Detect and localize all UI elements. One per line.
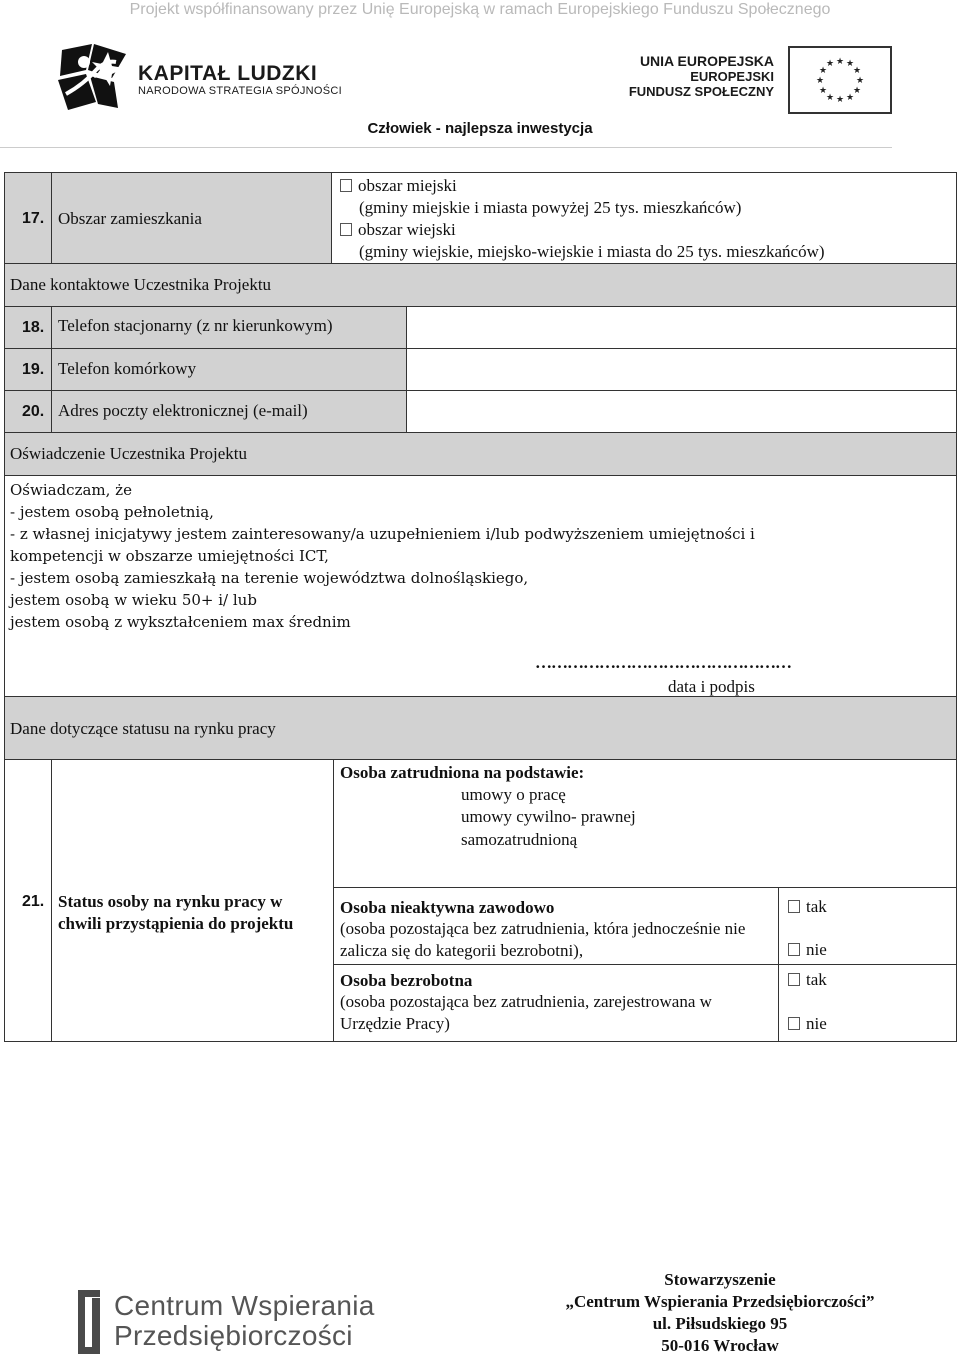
inactive-title: Osoba nieaktywna zawodowo	[340, 898, 555, 917]
eu-line2: EUROPEJSKI	[690, 69, 774, 84]
checkbox-icon[interactable]	[788, 943, 800, 956]
declaration-line: - jestem osobą pełnoletnią,	[10, 503, 214, 521]
declaration-section-title: Oświadczenie Uczestnika Projektu	[10, 444, 247, 463]
footer-org: Stowarzyszenie	[664, 1270, 776, 1289]
declaration-line: - z własnej inicjatywy jestem zainteresowany/a uzupełnieniem i/lub podwyższeniem umiejętności i	[10, 525, 755, 543]
declaration-line: kompetencji w obszarze umiejętności ICT,	[10, 547, 329, 565]
svg-text:★: ★	[845, 59, 855, 69]
q17-option-rural-note: (gminy wiejskie, miejsko-wiejskie i miasta do 25 tys. mieszkańców)	[359, 242, 825, 261]
footer-street: ul. Piłsudskiego 95	[652, 1314, 788, 1333]
eu-flag-icon	[788, 46, 892, 114]
svg-text:★: ★	[852, 66, 862, 76]
declaration-line: Oświadczam, że	[10, 481, 132, 499]
svg-text:★: ★	[825, 93, 835, 103]
cwp-logo-line1: Centrum Wspierania	[114, 1290, 375, 1321]
labor-section-title: Dane dotyczące statusu na rynku pracy	[10, 719, 276, 738]
q19-label: Telefon komórkowy	[58, 359, 197, 378]
kapital-ludzki-logo	[56, 40, 356, 110]
cwp-logo	[78, 1290, 418, 1355]
employed-option[interactable]: umowy cywilno- prawnej	[461, 807, 636, 826]
q21-number: 21.	[22, 893, 45, 910]
eu-line3: FUNDUSZ SPOŁECZNY	[628, 84, 774, 99]
inactive-no[interactable]: nie	[788, 939, 827, 961]
signature-label: data i podpis	[668, 677, 755, 696]
cwp-logo-line2: Przedsiębiorczości	[114, 1320, 353, 1351]
q21-label: Status osoby na rynku pracy w chwili przystąpienia do projektu	[58, 892, 294, 933]
svg-text:★: ★	[835, 57, 845, 67]
kapital-ludzki-title: KAPITAŁ LUDZKI	[138, 62, 318, 85]
unemployed-yes[interactable]: tak	[788, 969, 827, 991]
svg-text:★: ★	[815, 76, 825, 86]
q19-number: 19.	[22, 361, 45, 378]
signature-dots: …………………………………………	[535, 653, 791, 672]
svg-text:★: ★	[852, 86, 862, 96]
q18-number: 18.	[22, 319, 45, 336]
footer-org-name: „Centrum Wspierania Przedsiębiorczości”	[565, 1292, 875, 1311]
checkbox-icon[interactable]	[788, 973, 800, 986]
q17-number: 17.	[22, 210, 45, 227]
kapital-ludzki-subtitle: NARODOWA STRATEGIA SPÓJNOŚCI	[138, 85, 342, 97]
checkbox-icon[interactable]	[788, 900, 800, 913]
svg-text:★: ★	[845, 93, 855, 103]
employed-option[interactable]: samozatrudnioną	[461, 830, 578, 849]
checkbox-icon[interactable]	[340, 223, 352, 236]
cwp-bar-icon	[92, 1298, 100, 1348]
eu-line1: UNIA EUROPEJSKA	[639, 53, 774, 69]
eu-logo	[620, 46, 892, 116]
tagline: Człowiek - najlepsza inwestycja	[367, 120, 593, 137]
q17-label: Obszar zamieszkania	[58, 209, 202, 228]
unemployed-title: Osoba bezrobotna	[340, 971, 473, 990]
checkbox-icon[interactable]	[340, 179, 352, 192]
svg-text:★: ★	[835, 95, 845, 105]
inactive-note: (osoba pozostająca bez zatrudnienia, która jednocześnie nie zalicza się do kategorii bezrobotni),	[340, 919, 746, 960]
kapital-ludzki-emblem-icon	[56, 40, 130, 112]
footer-address	[520, 1269, 920, 1357]
contact-section-title: Dane kontaktowe Uczestnika Projektu	[10, 275, 272, 294]
employed-title: Osoba zatrudniona na podstawie:	[340, 763, 585, 782]
svg-text:★: ★	[818, 66, 828, 76]
q17-option-rural[interactable]: obszar wiejski	[340, 219, 456, 241]
unemployed-no[interactable]: nie	[788, 1013, 827, 1035]
q20-answer-field[interactable]	[406, 390, 957, 433]
svg-text:★: ★	[818, 86, 828, 96]
q20-label: Adres poczty elektronicznej (e-mail)	[58, 401, 308, 420]
q17-option-urban[interactable]: obszar miejski	[340, 175, 457, 197]
q19-answer-field[interactable]	[406, 348, 957, 391]
declaration-line: jestem osobą w wieku 50+ i/ lub	[10, 591, 257, 609]
header-divider	[0, 147, 892, 148]
q18-answer-field[interactable]	[406, 306, 957, 349]
q18-label: Telefon stacjonarny (z nr kierunkowym)	[58, 316, 333, 335]
inactive-yes[interactable]: tak	[788, 896, 827, 918]
checkbox-icon[interactable]	[788, 1017, 800, 1030]
employed-option[interactable]: umowy o pracę	[461, 785, 566, 804]
footer-city: 50-016 Wrocław	[661, 1336, 779, 1355]
unemployed-note: (osoba pozostająca bez zatrudnienia, zarejestrowana w Urzędzie Pracy)	[340, 992, 712, 1033]
declaration-line: - jestem osobą zamieszkałą na terenie województwa dolnośląskiego,	[10, 569, 529, 587]
svg-text:★: ★	[825, 59, 835, 69]
svg-text:★: ★	[855, 76, 865, 86]
q20-number: 20.	[22, 403, 45, 420]
q17-option-urban-note: (gminy miejskie i miasta powyżej 25 tys. mieszkańców)	[359, 198, 742, 217]
cofinancing-note: Projekt współfinansowany przez Unię Europejską w ramach Europejskiego Funduszu Społecznego	[129, 1, 831, 18]
declaration-line: jestem osobą z wykształceniem max średnim	[10, 613, 351, 631]
